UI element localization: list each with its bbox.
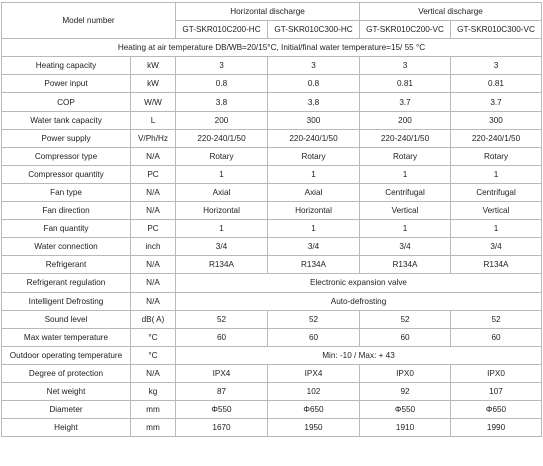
spec-value: Vertical xyxy=(360,202,451,220)
spec-value: 60 xyxy=(268,328,360,346)
spec-value: 1 xyxy=(360,220,451,238)
spec-row xyxy=(2,202,542,220)
spec-label: Refrigerant xyxy=(2,256,131,274)
spec-label: Net weight xyxy=(2,382,131,400)
spec-value: Vertical xyxy=(451,202,542,220)
spec-value: 60 xyxy=(451,328,542,346)
spec-value: 52 xyxy=(176,310,268,328)
spec-label: Power supply xyxy=(2,129,131,147)
spec-label: Water connection xyxy=(2,238,131,256)
spec-row xyxy=(2,57,542,75)
spec-unit: PC xyxy=(131,165,176,183)
spec-value: Φ650 xyxy=(451,401,542,419)
spec-table-body xyxy=(2,3,542,437)
model-name: GT-SKR010C200-HC xyxy=(176,21,268,39)
spec-value: R134A xyxy=(360,256,451,274)
spec-unit: N/A xyxy=(131,147,176,165)
spec-unit: dB( A) xyxy=(131,310,176,328)
spec-value: IPX0 xyxy=(360,364,451,382)
spec-unit: kW xyxy=(131,57,176,75)
spec-value: Horizontal xyxy=(268,202,360,220)
spec-value: 0.8 xyxy=(268,75,360,93)
spec-value: R134A xyxy=(268,256,360,274)
spec-value: 3/4 xyxy=(451,238,542,256)
spec-value: 1 xyxy=(268,220,360,238)
spec-label: Intelligent Defrosting xyxy=(2,292,131,310)
spec-row xyxy=(2,75,542,93)
spec-value: R134A xyxy=(451,256,542,274)
spec-unit: °C xyxy=(131,346,176,364)
spec-value: 1 xyxy=(451,220,542,238)
spec-value: 1670 xyxy=(176,419,268,437)
spec-value: 220-240/1/50 xyxy=(360,129,451,147)
spec-value: 3.8 xyxy=(176,93,268,111)
spec-value: Rotary xyxy=(360,147,451,165)
spec-value: Horizontal xyxy=(176,202,268,220)
spec-label: Outdoor operating temperature xyxy=(2,346,131,364)
spec-value: 60 xyxy=(176,328,268,346)
spec-value: IPX4 xyxy=(268,364,360,382)
spec-value-merged: Auto-defrosting xyxy=(176,292,542,310)
spec-value: 200 xyxy=(360,111,451,129)
spec-value: 3.8 xyxy=(268,93,360,111)
spec-value: 3/4 xyxy=(360,238,451,256)
spec-value: 1 xyxy=(176,165,268,183)
spec-value: 60 xyxy=(360,328,451,346)
spec-value: 1950 xyxy=(268,419,360,437)
spec-row xyxy=(2,111,542,129)
spec-value: 3 xyxy=(176,57,268,75)
spec-value: 0.81 xyxy=(360,75,451,93)
spec-value: 220-240/1/50 xyxy=(451,129,542,147)
spec-value: 1910 xyxy=(360,419,451,437)
spec-value: 3 xyxy=(268,57,360,75)
spec-label: Heating capacity xyxy=(2,57,131,75)
spec-unit: W/W xyxy=(131,93,176,111)
spec-label: Water tank capacity xyxy=(2,111,131,129)
spec-label: Compressor type xyxy=(2,147,131,165)
test-condition: Heating at air temperature DB/WB=20/15°C, Initial/final water temperature=15/ 55 °C xyxy=(2,39,542,57)
spec-value: 1990 xyxy=(451,419,542,437)
horizontal-discharge-header: Horizontal discharge xyxy=(176,3,360,21)
spec-value: 52 xyxy=(360,310,451,328)
spec-value: 3 xyxy=(451,57,542,75)
model-name: GT-SKR010C300-VC xyxy=(451,21,542,39)
spec-label: Compressor quantity xyxy=(2,165,131,183)
spec-value: 300 xyxy=(268,111,360,129)
spec-row xyxy=(2,93,542,111)
spec-value: Φ550 xyxy=(360,401,451,419)
spec-unit: °C xyxy=(131,328,176,346)
spec-row xyxy=(2,129,542,147)
spec-unit: kg xyxy=(131,382,176,400)
spec-unit: N/A xyxy=(131,364,176,382)
spec-row xyxy=(2,292,542,310)
spec-label: Degree of protection xyxy=(2,364,131,382)
header-row-groups xyxy=(2,3,542,21)
spec-value: 1 xyxy=(451,165,542,183)
spec-label: Fan direction xyxy=(2,202,131,220)
spec-row xyxy=(2,346,542,364)
spec-row xyxy=(2,238,542,256)
spec-value: 3/4 xyxy=(268,238,360,256)
spec-value: 102 xyxy=(268,382,360,400)
spec-row xyxy=(2,382,542,400)
spec-label: Fan quantity xyxy=(2,220,131,238)
spec-row xyxy=(2,310,542,328)
spec-label: Height xyxy=(2,419,131,437)
spec-label: Fan type xyxy=(2,183,131,201)
spec-value: 3.7 xyxy=(451,93,542,111)
spec-value: 52 xyxy=(451,310,542,328)
spec-value: 52 xyxy=(268,310,360,328)
spec-value: Φ650 xyxy=(268,401,360,419)
spec-label: Max water temperature xyxy=(2,328,131,346)
spec-value: 0.81 xyxy=(451,75,542,93)
spec-unit: N/A xyxy=(131,202,176,220)
spec-unit: N/A xyxy=(131,292,176,310)
spec-value: Φ550 xyxy=(176,401,268,419)
spec-value: 92 xyxy=(360,382,451,400)
spec-value: 3.7 xyxy=(360,93,451,111)
spec-value: 87 xyxy=(176,382,268,400)
spec-row xyxy=(2,183,542,201)
spec-unit: mm xyxy=(131,419,176,437)
spec-value: Rotary xyxy=(176,147,268,165)
spec-unit: N/A xyxy=(131,183,176,201)
spec-value: 107 xyxy=(451,382,542,400)
spec-value: 200 xyxy=(176,111,268,129)
spec-label: Diameter xyxy=(2,401,131,419)
spec-row xyxy=(2,419,542,437)
spec-value: Axial xyxy=(176,183,268,201)
spec-value: Axial xyxy=(268,183,360,201)
spec-value-merged: Electronic expansion valve xyxy=(176,274,542,292)
spec-value: 300 xyxy=(451,111,542,129)
spec-value: 220-240/1/50 xyxy=(176,129,268,147)
spec-value: 0.8 xyxy=(176,75,268,93)
test-condition-row xyxy=(2,39,542,57)
spec-value: 1 xyxy=(176,220,268,238)
spec-value: Centrifugal xyxy=(360,183,451,201)
spec-unit: V/Ph/Hz xyxy=(131,129,176,147)
spec-value: 3/4 xyxy=(176,238,268,256)
spec-unit: PC xyxy=(131,220,176,238)
spec-unit: N/A xyxy=(131,274,176,292)
spec-value: R134A xyxy=(176,256,268,274)
spec-value: Centrifugal xyxy=(451,183,542,201)
spec-value: Rotary xyxy=(451,147,542,165)
vertical-discharge-header: Vertical discharge xyxy=(360,3,542,21)
spec-label: COP xyxy=(2,93,131,111)
model-name: GT-SKR010C300-HC xyxy=(268,21,360,39)
spec-value: 1 xyxy=(360,165,451,183)
spec-value: IPX0 xyxy=(451,364,542,382)
spec-label: Power input xyxy=(2,75,131,93)
spec-value: 1 xyxy=(268,165,360,183)
spec-unit: kW xyxy=(131,75,176,93)
spec-value: IPX4 xyxy=(176,364,268,382)
spec-unit: mm xyxy=(131,401,176,419)
spec-value-merged: Min: -10 / Max: + 43 xyxy=(176,346,542,364)
spec-unit: N/A xyxy=(131,256,176,274)
spec-unit: inch xyxy=(131,238,176,256)
spec-row xyxy=(2,147,542,165)
spec-row xyxy=(2,165,542,183)
spec-row xyxy=(2,401,542,419)
spec-row xyxy=(2,364,542,382)
spec-value: Rotary xyxy=(268,147,360,165)
model-name: GT-SKR010C200-VC xyxy=(360,21,451,39)
spec-row xyxy=(2,328,542,346)
spec-row xyxy=(2,274,542,292)
spec-label: Refrigerant regulation xyxy=(2,274,131,292)
spec-table xyxy=(1,2,542,437)
model-number-header: Model number xyxy=(2,3,176,39)
spec-label: Sound level xyxy=(2,310,131,328)
spec-row xyxy=(2,220,542,238)
spec-value: 220-240/1/50 xyxy=(268,129,360,147)
spec-row xyxy=(2,256,542,274)
spec-unit: L xyxy=(131,111,176,129)
spec-value: 3 xyxy=(360,57,451,75)
